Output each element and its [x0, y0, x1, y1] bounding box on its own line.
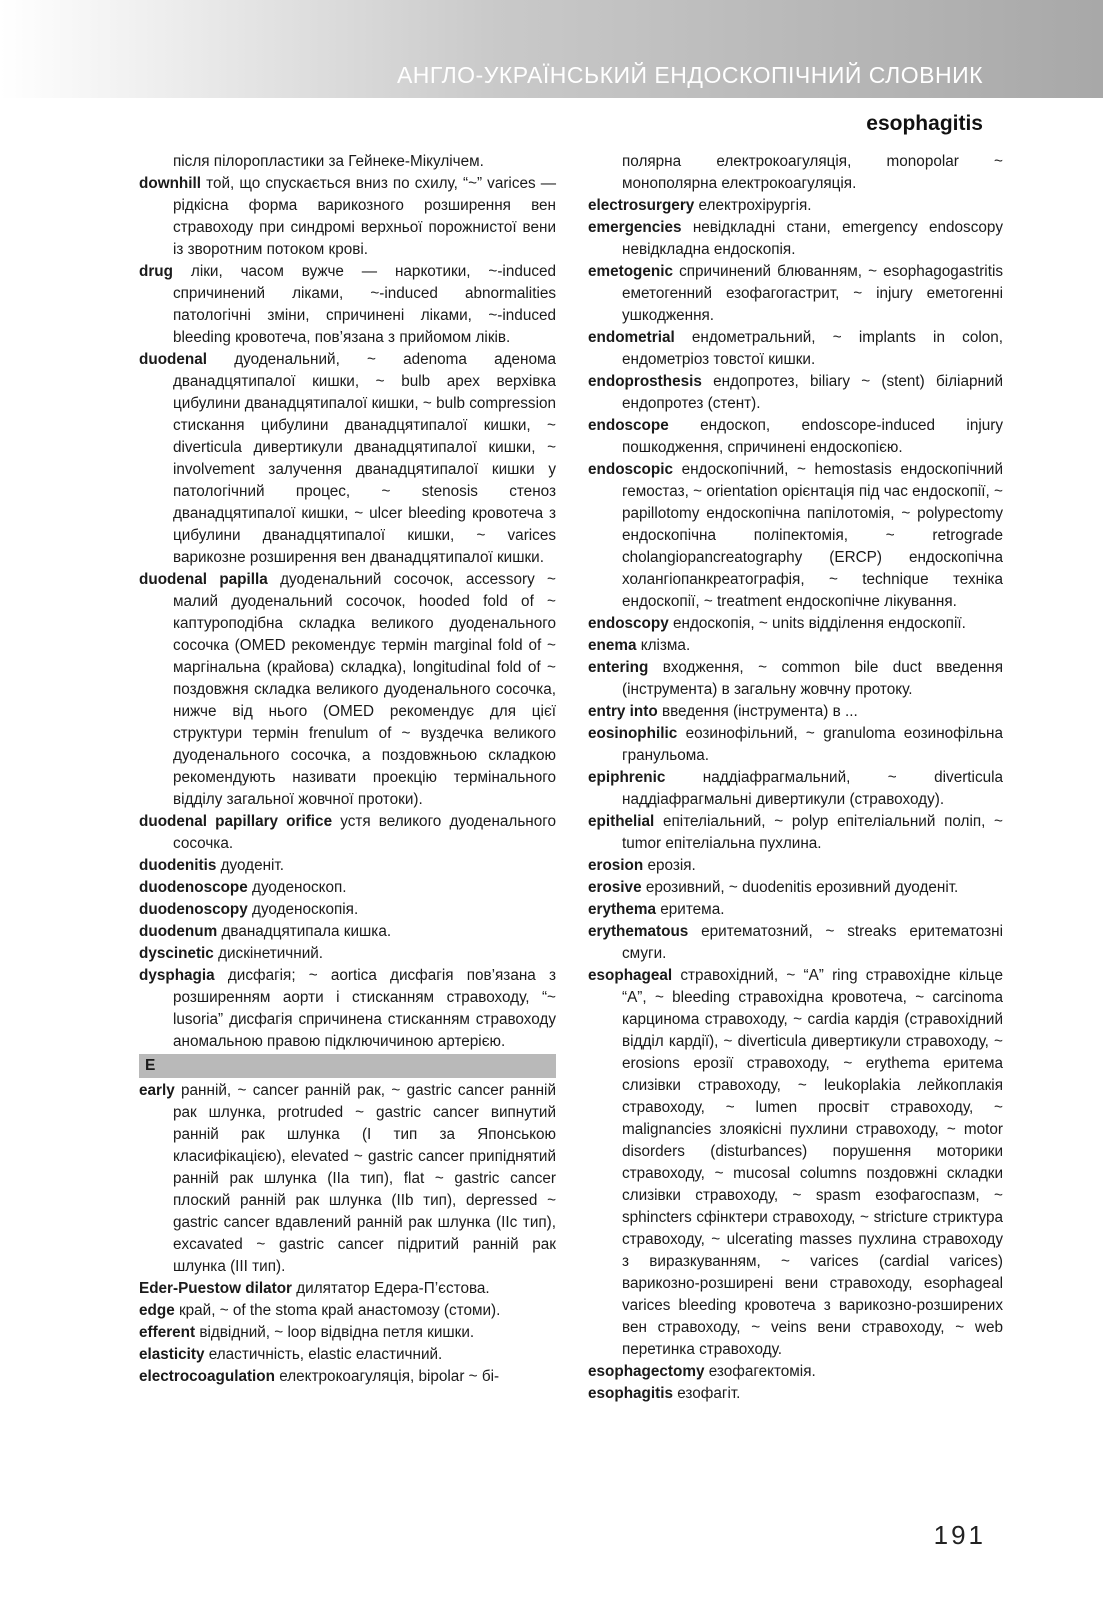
entry-headword: drug — [139, 263, 173, 280]
entry-headword: duodenum — [139, 923, 218, 940]
entry-definition: дуоденоскопія. — [252, 901, 359, 918]
entry-headword: duodenitis — [139, 857, 217, 874]
dictionary-entry — [588, 195, 1003, 217]
dictionary-entry — [139, 921, 556, 943]
right-column — [588, 151, 1003, 1405]
entry-definition: ендометральний, ~ implants in colon, ендометріоз товстої кишки. — [622, 329, 1003, 368]
dictionary-entry — [588, 459, 1003, 613]
dictionary-entry — [588, 371, 1003, 415]
entry-headword: duodenoscopy — [139, 901, 248, 918]
entry-headword: erythema — [588, 901, 657, 918]
dictionary-entry — [139, 1344, 556, 1366]
entry-headword: duodenal papilla — [139, 571, 268, 588]
entry-headword: epiphrenic — [588, 769, 666, 786]
entry-definition: еритема. — [660, 901, 725, 918]
entry-definition: дисфагія; ~ aortica дисфагія пов’язана з розширенням аорти і стисканням стравоходу, “~ lusoria” дисфагія спричинена стисканням стравоходу аномальною правою підключичиною артерією. — [173, 967, 556, 1050]
entry-headword: endoprosthesis — [588, 373, 702, 390]
entry-definition: входження, ~ common bile duct введення (інструмента) в загальну жовчну протоку. — [622, 659, 1004, 698]
dictionary-entry — [139, 1366, 556, 1388]
entry-definition: еластичність, elastic еластичний. — [208, 1346, 443, 1363]
entry-headword: downhill — [139, 175, 202, 192]
dictionary-entry — [588, 613, 1003, 635]
entry-headword: esophagectomy — [588, 1363, 705, 1380]
entry-headword: endoscopy — [588, 615, 669, 632]
dictionary-entry — [588, 921, 1003, 965]
running-header-title: АНГЛО-УКРАЇНСЬКИЙ ЕНДОСКОПІЧНИЙ СЛОВНИК — [396, 62, 983, 88]
dictionary-entry — [588, 657, 1003, 701]
entry-definition: спричинений блюванням, ~ esophagogastritis еметогенний езофагогастрит, ~ injury еметогенні ушкодження. — [622, 263, 1003, 324]
entry-definition: наддіафрагмальний, ~ diverticula наддіафрагмальні дивертикули (стравоходу). — [622, 769, 1004, 808]
entry-definition: ліки, часом вужче — наркотики, ~-induced спричинений ліками, ~-induced abnormalities патологічні зміни, спричинені ліками, ~-induced bleeding кровотеча, пов’язана з прийомом ліків. — [173, 263, 557, 346]
entry-headword: endometrial — [588, 329, 675, 346]
dictionary-entry — [588, 327, 1003, 371]
entry-definition: електрохірургія. — [698, 197, 812, 214]
dictionary-entry — [139, 1322, 556, 1344]
entry-definition: відвідний, ~ loop відвідна петля кишки. — [199, 1324, 475, 1341]
dictionary-entry — [139, 899, 556, 921]
entry-definition: дуоденіт. — [220, 857, 284, 874]
dictionary-entry — [139, 569, 556, 811]
dictionary-entry — [588, 723, 1003, 767]
entry-definition: дилятатор Едера-П’єстова. — [296, 1280, 490, 1297]
page-number: 191 — [933, 1520, 986, 1550]
entry-headword: endoscope — [588, 417, 669, 434]
entry-headword: duodenoscope — [139, 879, 248, 896]
entry-headword: edge — [139, 1302, 175, 1319]
entry-definition: той, що спускається вниз по схилу, “~” varices — рідкісна форма варикозного розширення вен стравоходу при синдромі верхньої порожнистої вени із зворотним потоком крові. — [173, 175, 556, 258]
dictionary-entry — [139, 1278, 556, 1300]
entry-definition: край, ~ of the stoma край анастомозу (стоми). — [178, 1302, 501, 1319]
dictionary-entry — [588, 965, 1003, 1361]
entry-headword: electrosurgery — [588, 197, 695, 214]
dictionary-entry — [588, 855, 1003, 877]
entry-definition: клізма. — [640, 637, 691, 654]
entry-headword: erosion — [588, 857, 644, 874]
entry-headword: eosinophilic — [588, 725, 678, 742]
entry-definition: ерозія. — [647, 857, 696, 874]
entry-definition: дискінетичний. — [218, 945, 324, 962]
entry-headword: duodenal papillary orifice — [139, 813, 333, 830]
entry-definition: після пілоропластики за Гейнеке-Мікулічем. — [173, 153, 484, 170]
guide-word: esophagitis — [866, 112, 983, 135]
dictionary-entry — [139, 261, 556, 349]
entry-definition: ранній, ~ cancer ранній рак, ~ gastric cancer ранній рак шлунка, protruded ~ gastric cancer випнутий ранній рак шлунка (I тип за Японською класифікацією), elevated ~ gastric cancer припіднятий ранній рак шлунка (IIa тип), flat ~ gastric cancer плоский ранній рак шлунка (IIb тип), depressed ~ gastric cancer вдавлений ранній рак шлунка (IIc тип), excavated ~ gastric cancer підритий ранній рак шлунка (III тип). — [173, 1082, 557, 1275]
dictionary-entry — [588, 701, 1003, 723]
dictionary-entry — [139, 855, 556, 877]
entry-definition: полярна електрокоагуляція, monopolar ~ монополярна електрокоагуляція. — [622, 153, 1003, 192]
dictionary-entry — [588, 899, 1003, 921]
entry-definition: еозинофільний, ~ granuloma еозинофільна гранульома. — [622, 725, 1003, 764]
dictionary-entry — [588, 217, 1003, 261]
entry-definition: невідкладні стани, emergency endoscopy невідкладна ендоскопія. — [622, 219, 1004, 258]
entry-headword: entry into — [588, 703, 658, 720]
entry-definition: електрокоагуляція, bipolar ~ бі- — [279, 1368, 500, 1385]
dictionary-entry — [139, 965, 556, 1053]
entry-headword: dyscinetic — [139, 945, 214, 962]
right-entries — [588, 151, 1003, 1405]
dictionary-entry — [139, 943, 556, 965]
dictionary-entry — [588, 151, 1003, 195]
entry-definition: дуоденальний сосочок, accessory ~ малий дуоденальний сосочок, hooded fold of ~ каптуроподібна складка великого дуоденального сосочка (OMED рекомендує термін marginal fold of ~ маргінальна (крайова) складка), longitudinal fold of ~ поздовжня складка великого дуоденального сосочка, нижче від нього (OMED рекомендує для цієї структури термін frenulum of ~ вуздечка великого дуоденального сосочка, а поздовжньою складкою рекомендують називати проекцію термінального відділу загальної жовчної протоки). — [173, 571, 556, 808]
dictionary-entry — [139, 349, 556, 569]
entry-definition: устя великого дуоденального сосочка. — [173, 813, 556, 852]
entry-headword: electrocoagulation — [139, 1368, 275, 1385]
dictionary-entry — [139, 151, 556, 173]
entry-definition: ендопротез, biliary ~ (stent) біліарний ендопротез (стент). — [622, 373, 1003, 412]
entry-headword: erosive — [588, 879, 642, 896]
entry-headword: emergencies — [588, 219, 682, 236]
entry-headword: emetogenic — [588, 263, 674, 280]
entry-definition: еритематозний, ~ streaks еритематозні смуги. — [622, 923, 1004, 962]
entry-headword: early — [139, 1082, 175, 1099]
entry-definition: езофагектомія. — [708, 1363, 816, 1380]
left-column — [139, 151, 556, 1388]
entry-headword: efferent — [139, 1324, 196, 1341]
dictionary-entry — [139, 1300, 556, 1322]
entry-headword: erythematous — [588, 923, 689, 940]
entry-headword: endoscopic — [588, 461, 673, 478]
entry-definition: ерозивний, ~ duodenitis ерозивний дуоденіт. — [645, 879, 959, 896]
entry-definition: ендоскопія, ~ units відділення ендоскопії. — [673, 615, 966, 632]
entry-headword: elasticity — [139, 1346, 205, 1363]
header-band — [0, 0, 1103, 98]
left-entries-after — [139, 1080, 556, 1388]
left-entries — [139, 151, 556, 1053]
dictionary-entry — [588, 811, 1003, 855]
entry-headword: esophageal — [588, 967, 673, 984]
dictionary-entry — [588, 767, 1003, 811]
dictionary-entry — [139, 1080, 556, 1278]
dictionary-entry — [588, 635, 1003, 657]
entry-definition: введення (інструмента) в ... — [661, 703, 858, 720]
entry-definition: езофагіт. — [677, 1385, 741, 1402]
entry-headword: enema — [588, 637, 637, 654]
dictionary-entry — [588, 1361, 1003, 1383]
dictionary-entry — [588, 261, 1003, 327]
entry-headword: entering — [588, 659, 649, 676]
entry-headword: Eder-Puestow dilator — [139, 1280, 292, 1297]
dictionary-entry — [588, 877, 1003, 899]
entry-definition: дуоденальний, ~ adenoma аденома дванадцятипалої кишки, ~ bulb apex верхівка цибулини дванадцятипалої кишки, ~ bulb compression стискання цибулини дванадцятипалої кишки, ~ diverticula дивертикули дванадцятипалої кишки, ~ involvement залучення дванадцятипалої кишки у патологічний процес, ~ stenosis стеноз дванадцятипалої кишки, ~ ulcer bleeding кровотеча з цибулини дванадцятипалої кишки, ~ varices варикозне розширення вен дванадцятипалої кишки. — [173, 351, 556, 566]
entry-definition: стравохідний, ~ “A” ring стравохідне кільце “A”, ~ bleeding стравохідна кровотеча, ~ carcinoma карцинома стравоходу, ~ cardia кардія (стравохідний відділ кардії), ~ diverticula дивертикули стравоходу, ~ erosions ерозії стравоходу, ~ erythema еритема слизівки стравоходу, ~ leukoplakia лейкоплакія стравоходу, ~ lumen просвіт стравоходу, ~ malignancies злоякісні пухлини стравоходу, ~ motor disorders (disturbances) порушення моторики стравоходу, ~ mucosal columns поздовжні складки слизівки стравоходу, ~ spasm езофагоспазм, ~ sphincters сфінктери стравоходу, ~ stricture стриктура стравоходу, ~ ulcerating masses пухлина стравоходу з виразкуванням, ~ varices (cardial varices) варикозно-розширені вени стравоходу, esophageal varices bleeding кровотеча з варикозно-розширених вен стравоходу, ~ veins вени стравоходу, ~ web перетинка стравоходу. — [622, 967, 1003, 1358]
dictionary-entry — [139, 811, 556, 855]
entry-definition: епітеліальний, ~ polyp епітеліальний поліп, ~ tumor епітеліальна пухлина. — [622, 813, 1003, 852]
entry-definition: ендоскоп, endoscope-induced injury пошкодження, спричинені ендоскопією. — [622, 417, 1003, 456]
entry-definition: дуоденоскоп. — [252, 879, 347, 896]
section-letter-bar: E — [139, 1054, 556, 1078]
entry-definition: ендоскопічний, ~ hemostasis ендоскопічний гемостаз, ~ orientation орієнтація під час ендоскопії, ~ papillotomy ендоскопічна папілотомія, ~ polypectomy ендоскопічна поліпектомія, ~ retrograde cholangiopancreatography (ERCP) ендоскопічна холангіопанкреатографія, ~ technique техніка ендоскопії, ~ treatment ендоскопічне лікування. — [622, 461, 1003, 610]
entry-headword: dysphagia — [139, 967, 215, 984]
entry-headword: duodenal — [139, 351, 207, 368]
dictionary-entry — [139, 173, 556, 261]
entry-headword: epithelial — [588, 813, 655, 830]
dictionary-entry — [588, 415, 1003, 459]
entry-headword: esophagitis — [588, 1385, 673, 1402]
dictionary-entry — [139, 877, 556, 899]
entry-definition: дванадцятипала кишка. — [221, 923, 392, 940]
dictionary-entry — [588, 1383, 1003, 1405]
